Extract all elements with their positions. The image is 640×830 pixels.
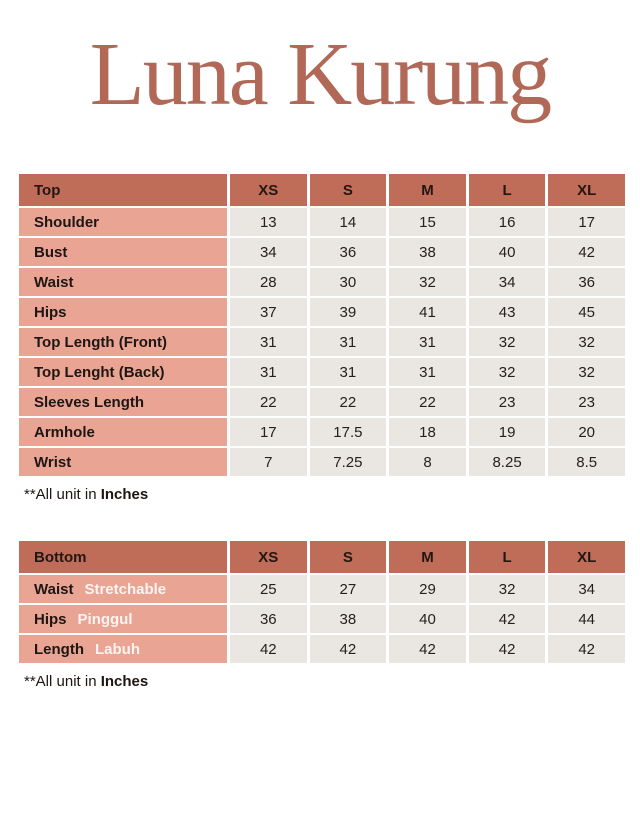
size-header-cell: XL (548, 174, 625, 206)
table-row (19, 208, 625, 236)
value-cell: 34 (469, 268, 546, 296)
size-header-cell: XL (548, 541, 625, 573)
table-row (19, 298, 625, 326)
value-cell: 31 (310, 328, 387, 356)
measurement-label: Top Length (Front) (34, 333, 168, 351)
units-footnote-text: **All unit in (24, 486, 101, 503)
value-cell: 15 (389, 208, 466, 236)
measurement-label-cell (19, 418, 227, 446)
value-cell: 37 (230, 298, 307, 326)
value-cell: 34 (548, 575, 625, 603)
value-cell: 36 (548, 268, 625, 296)
value-cell: 31 (230, 358, 307, 386)
value-cell: 8.5 (548, 448, 625, 476)
measurement-label-cell (19, 298, 227, 326)
value-cell: 17 (548, 208, 625, 236)
measurement-label: Bust (34, 243, 68, 261)
value-cell: 30 (310, 268, 387, 296)
value-cell: 27 (310, 575, 387, 603)
size-header-cell: L (469, 541, 546, 573)
units-footnote-unit: Inches (100, 486, 149, 503)
value-cell: 23 (469, 388, 546, 416)
value-cell: 31 (230, 328, 307, 356)
value-cell: 19 (469, 418, 546, 446)
value-cell: 31 (310, 358, 387, 386)
value-cell: 14 (310, 208, 387, 236)
units-footnote (24, 673, 640, 690)
measurement-label-cell (19, 605, 227, 633)
measurement-label-cell (19, 575, 227, 603)
table-row (19, 268, 625, 296)
value-cell: 32 (548, 358, 625, 386)
table-row (19, 575, 625, 603)
size-header-cell: S (310, 174, 387, 206)
table-row (19, 328, 625, 356)
measurement-label: Armhole (34, 423, 95, 441)
table-title-cell: Top (19, 174, 227, 206)
table-row (19, 358, 625, 386)
measurement-label-cell (19, 268, 227, 296)
table-header-row (19, 174, 625, 206)
table-row (19, 635, 625, 663)
value-cell: 34 (230, 238, 307, 266)
value-cell: 32 (469, 358, 546, 386)
units-footnote (24, 486, 640, 503)
value-cell: 38 (310, 605, 387, 633)
top-size-table (16, 172, 628, 478)
value-cell: 32 (469, 575, 546, 603)
value-cell: 20 (548, 418, 625, 446)
table-row (19, 388, 625, 416)
value-cell: 28 (230, 268, 307, 296)
size-header-cell: M (389, 174, 466, 206)
measurement-sublabel: Stretchable (84, 580, 167, 598)
measurement-label: Hips (34, 303, 67, 321)
value-cell: 42 (548, 635, 625, 663)
size-header-cell: S (310, 541, 387, 573)
table-row (19, 238, 625, 266)
value-cell: 42 (469, 635, 546, 663)
measurement-sublabel: Pinggul (77, 610, 133, 628)
value-cell: 7.25 (310, 448, 387, 476)
value-cell: 25 (230, 575, 307, 603)
value-cell: 32 (548, 328, 625, 356)
measurement-label: Hips (34, 610, 67, 628)
value-cell: 22 (310, 388, 387, 416)
measurement-sublabel: Labuh (95, 640, 140, 658)
table-row (19, 448, 625, 476)
measurement-label: Sleeves Length (34, 393, 145, 411)
measurement-label: Shoulder (34, 213, 100, 231)
size-header-cell: XS (230, 174, 307, 206)
bottom-size-table (16, 539, 628, 665)
size-header-cell: M (389, 541, 466, 573)
value-cell: 38 (389, 238, 466, 266)
value-cell: 17 (230, 418, 307, 446)
measurement-label-cell (19, 328, 227, 356)
size-header-cell: L (469, 174, 546, 206)
measurement-label: Wrist (34, 453, 72, 471)
measurement-label-cell (19, 358, 227, 386)
table-title-cell: Bottom (19, 541, 227, 573)
units-footnote-text: **All unit in (24, 673, 101, 690)
value-cell: 44 (548, 605, 625, 633)
value-cell: 42 (230, 635, 307, 663)
value-cell: 36 (230, 605, 307, 633)
table-row (19, 418, 625, 446)
value-cell: 18 (389, 418, 466, 446)
measurement-label: Top Lenght (Back) (34, 363, 165, 381)
measurement-label-cell (19, 208, 227, 236)
table-header-row (19, 541, 625, 573)
value-cell: 7 (230, 448, 307, 476)
value-cell: 42 (310, 635, 387, 663)
value-cell: 17.5 (310, 418, 387, 446)
value-cell: 32 (389, 268, 466, 296)
measurement-label-cell (19, 388, 227, 416)
value-cell: 42 (469, 605, 546, 633)
value-cell: 31 (389, 328, 466, 356)
value-cell: 31 (389, 358, 466, 386)
value-cell: 22 (230, 388, 307, 416)
value-cell: 42 (548, 238, 625, 266)
table-row (19, 605, 625, 633)
units-footnote-unit: Inches (100, 673, 149, 690)
value-cell: 36 (310, 238, 387, 266)
value-cell: 43 (469, 298, 546, 326)
value-cell: 40 (469, 238, 546, 266)
value-cell: 29 (389, 575, 466, 603)
value-cell: 32 (469, 328, 546, 356)
value-cell: 42 (389, 635, 466, 663)
value-cell: 45 (548, 298, 625, 326)
page-title: Luna Kurung (89, 25, 551, 124)
value-cell: 8.25 (469, 448, 546, 476)
measurement-label-cell (19, 238, 227, 266)
measurement-label: Waist (34, 273, 74, 291)
size-chart-page (0, 25, 640, 830)
measurement-label: Length (34, 640, 84, 658)
value-cell: 13 (230, 208, 307, 236)
size-header-cell: XS (230, 541, 307, 573)
value-cell: 23 (548, 388, 625, 416)
value-cell: 41 (389, 298, 466, 326)
value-cell: 16 (469, 208, 546, 236)
measurement-label-cell (19, 448, 227, 476)
value-cell: 40 (389, 605, 466, 633)
measurement-label-cell (19, 635, 227, 663)
value-cell: 39 (310, 298, 387, 326)
value-cell: 22 (389, 388, 466, 416)
measurement-label: Waist (34, 580, 74, 598)
value-cell: 8 (389, 448, 466, 476)
